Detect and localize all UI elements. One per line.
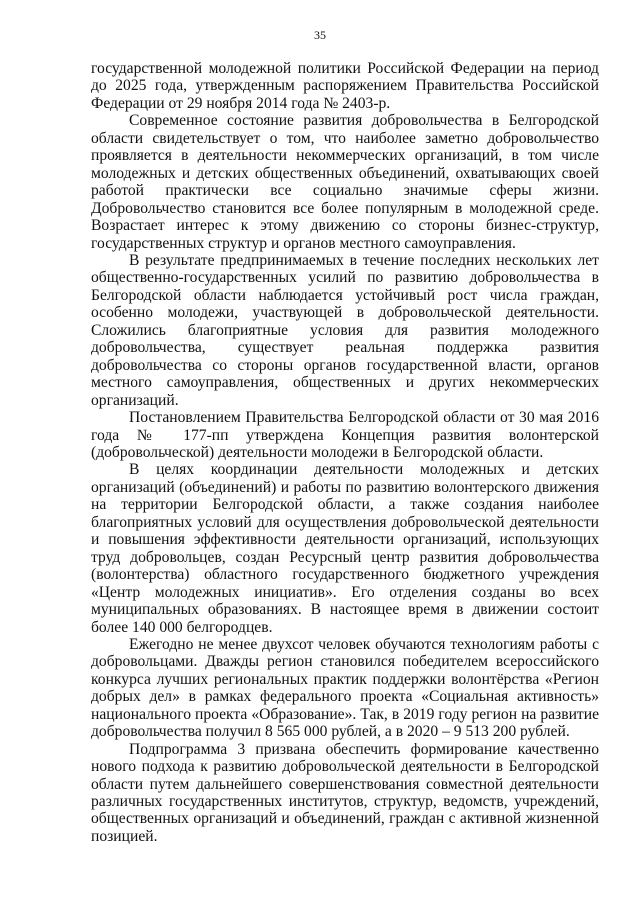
paragraph-results: В результате предпринимаемых в течение последних нескольких лет общественно-государственных усилий по развитию добровольчества в Белгородской области наблюдается устойчивый рост числа граждан, особенно молодежи, участвующей в добровольческой деятельности. Сложились благоприятные условия для развития молодежного добровольчества, существует реальная поддержка развития добровольчества со стороны органов государственной власти, органов местного самоуправления, общественных и других некоммерческих организаций. [91, 251, 599, 409]
page-number: 35 [314, 28, 326, 42]
paragraph-resolution: Постановлением Правительства Белгородской области от 30 мая 2016 года № 177-пп утверждена Концепция развития волонтерской (добровольческой) деятельности молодежи в Белгородской области. [91, 409, 599, 461]
paragraph-current-state: Современное состояние развития добровольчества в Белгородской области свидетельствует о том, что наиболее заметно добровольчество проявляется в деятельности некоммерческих организаций, в том числе молодежных и детских общественных объединений, охватывающих своей работой практически все социально значимые сферы жизни. Добровольчество становится все более популярным в молодежной среде. Возрастает интерес к этому движению со стороны бизнес-структур, государственных структур и органов местного самоуправления. [91, 112, 599, 252]
document-body [91, 60, 599, 845]
paragraph-resource-center: В целях координации деятельности молодежных и детских организаций (объединений) и работы по развитию волонтерского движения на территории Белгородской области, а также создания наиболее благоприятных условий для осуществления добровольческой деятельности и повышения эффективности деятельности организаций, использующих труд добровольцев, создан Ресурсный центр развития добровольчества (волонтерства) областного государственного бюджетного учреждения «Центр молодежных инициатив». Его отделения созданы во всех муниципальных образованиях. В настоящее время в движении состоит более 140 000 белгородцев. [91, 461, 599, 636]
paragraph-subprogram: Подпрограмма 3 призвана обеспечить формирование качественно нового подхода к развитию добровольческой деятельности в Белгородской области путем дальнейшего совершенствования совместной деятельности различных государственных институтов, структур, ведомств, учреждений, общественных организаций и объединений, граждан с активной жизненной позицией. [91, 740, 599, 845]
paragraph-training: Ежегодно не менее двухсот человек обучаются технологиям работы с добровольцами. Дважды регион становился победителем всероссийского конкурса лучших региональных практик поддержки волонтёрства «Регион добрых дел» в рамках федерального проекта «Социальная активность» национального проекта «Образование». Так, в 2019 году регион на развитие добровольчества получил 8 565 000 рублей, а в 2020 – 9 513 200 рублей. [91, 635, 599, 741]
paragraph-continuation: государственной молодежной политики Российской Федерации на период до 2025 года, утвержденным распоряжением Правительства Российской Федерации от 29 ноября 2014 года № 2403-р. [91, 60, 599, 112]
